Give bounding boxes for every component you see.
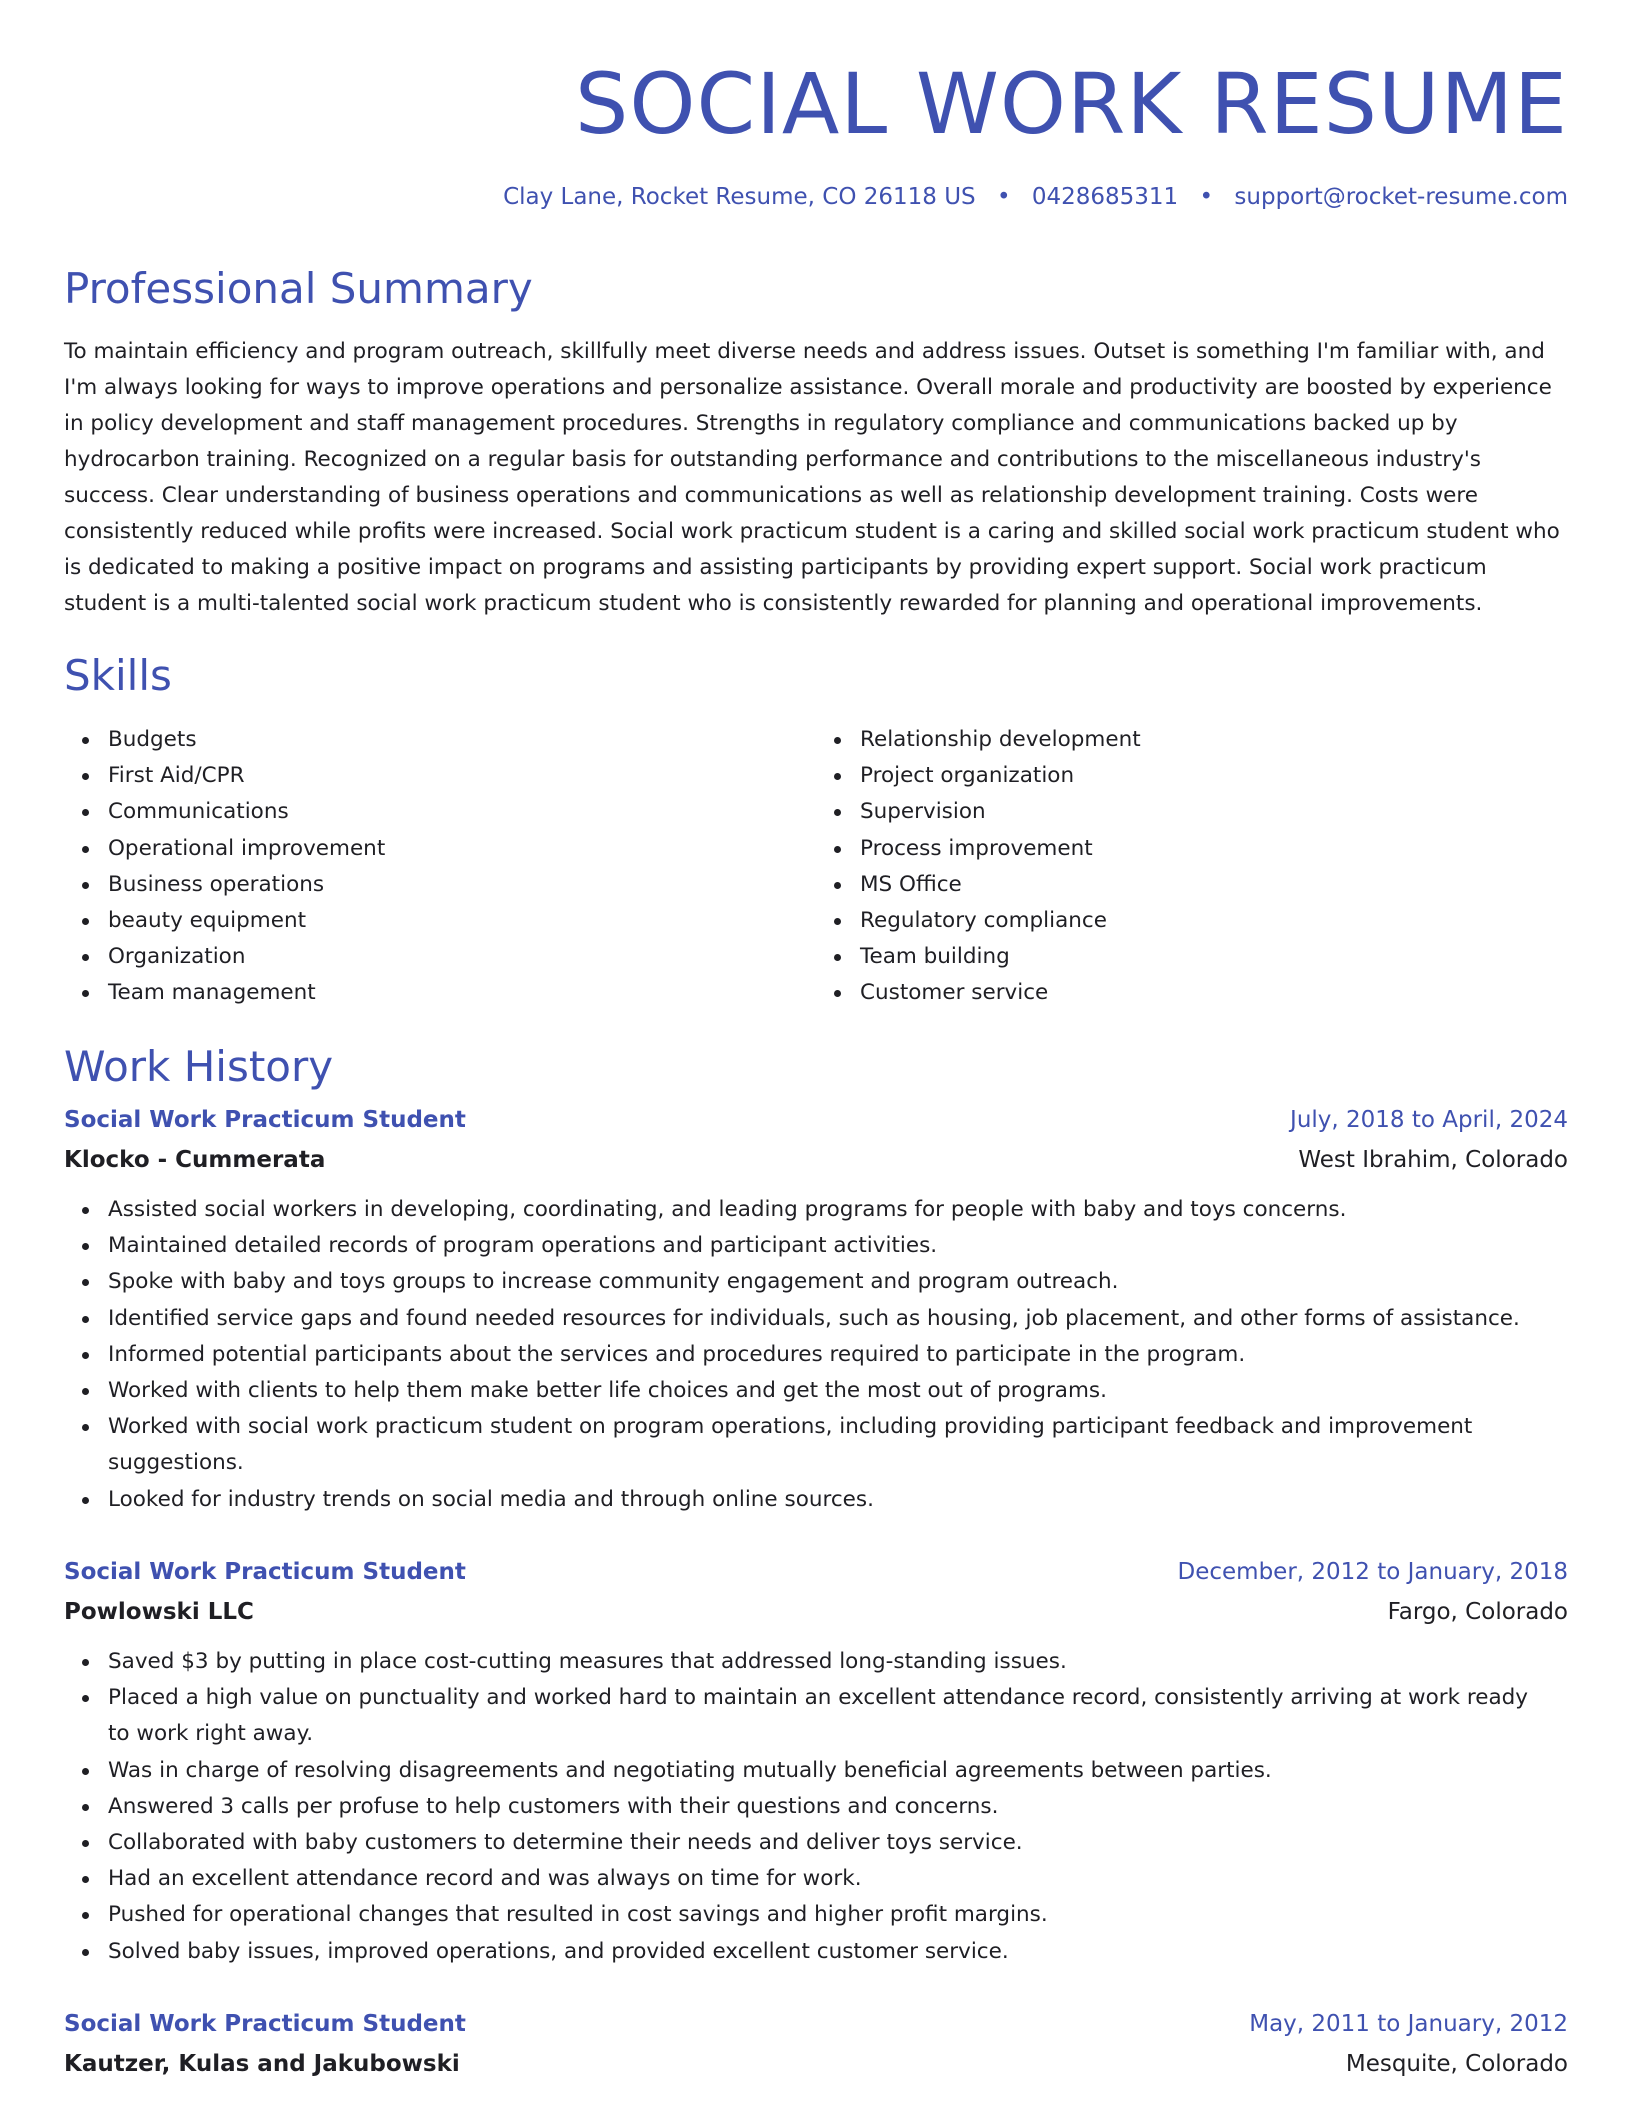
job-company-row [64,1140,1568,1180]
job-company: Powlowski LLC [64,1599,254,1625]
job-duty: Answered 3 calls per profuse to help customers with their questions and concerns. [108,1789,1548,1825]
skill-item: First Aid/CPR [108,758,816,794]
contact-separator: • [996,184,1011,210]
job-location: West Ibrahim, Colorado [1298,1147,1568,1173]
job-duty: Placed a high value on punctuality and worked hard to maintain an excellent attendance record, consistently arriving at work ready to work right away. [108,1680,1548,1752]
skill-item: Customer service [860,975,1568,1011]
job-title-row [64,1100,1568,1140]
job-dates: July, 2018 to April, 2024 [1290,1107,1568,1133]
job-duties [64,1644,1548,1970]
job-company-row [64,1592,1568,1632]
skill-item: Organization [108,939,816,975]
contact-address: Clay Lane, Rocket Resume, CO 26118 US [503,184,976,210]
skill-item: Business operations [108,867,816,903]
skill-item: Regulatory compliance [860,903,1568,939]
skill-item: Budgets [108,722,816,758]
job-duty: Assisted social workers in developing, coordinating, and leading programs for people with baby and toys concerns. [108,1192,1548,1228]
job-title: Social Work Practicum Student [64,1107,466,1133]
contact-line [503,182,1568,212]
job-company: Klocko - Cummerata [64,1147,326,1173]
job-duty: Worked with social work practicum student on program operations, including providing participant feedback and improvement suggestions. [108,1409,1548,1481]
job-title: Social Work Practicum Student [64,2011,466,2037]
contact-email: support@rocket-resume.com [1234,184,1568,210]
job-duty: Identified service gaps and found needed resources for individuals, such as housing, job placement, and other forms of assistance. [108,1301,1548,1337]
job-location: Fargo, Colorado [1387,1599,1568,1625]
job-title: Social Work Practicum Student [64,1559,466,1585]
skill-item: Project organization [860,758,1568,794]
job-duty: Was in charge of resolving disagreements and negotiating mutually beneficial agreements between parties. [108,1753,1548,1789]
job-duty: Collaborated with baby customers to determine their needs and deliver toys service. [108,1825,1548,1861]
skill-item: MS Office [860,867,1568,903]
job-title-row [64,1552,1568,1592]
skill-item: beauty equipment [108,903,816,939]
skill-item: Team management [108,975,816,1011]
work-history-heading: Work History [64,1042,334,1091]
skills-column-left [64,722,816,1012]
job-duty: Spoke with baby and toys groups to increase community engagement and program outreach. [108,1264,1548,1300]
skill-item: Supervision [860,794,1568,830]
skill-item: Process improvement [860,831,1568,867]
job-duty: Informed potential participants about the services and procedures required to participate in the program. [108,1337,1548,1373]
contact-separator: • [1199,184,1214,210]
job-duty: Solved baby issues, improved operations, and provided excellent customer service. [108,1934,1548,1970]
job-duty: Looked for industry trends on social media and through online sources. [108,1482,1548,1518]
job-location: Mesquite, Colorado [1345,2051,1568,2077]
job-duty: Worked with clients to help them make better life choices and get the most out of programs. [108,1373,1548,1409]
job-dates: December, 2012 to January, 2018 [1177,1559,1568,1585]
skills-list [64,722,1568,1012]
job-title-row [64,2004,1568,2044]
skill-item: Communications [108,794,816,830]
job-entry [64,1552,1568,1970]
job-duty: Saved $3 by putting in place cost-cutting measures that addressed long-standing issues. [108,1644,1548,1680]
resume-title: SOCIAL WORK RESUME [575,55,1568,153]
job-company: Kautzer, Kulas and Jakubowski [64,2051,460,2077]
skill-item: Relationship development [860,722,1568,758]
job-company-row [64,2044,1568,2084]
skills-column-right [816,722,1568,1012]
summary-text: To maintain efficiency and program outreach, skillfully meet diverse needs and address issues. Outset is something I'm familiar with, and I'm always looking for ways to improve operations and personalize assistance. Overall morale and productivity are boosted by experience in policy development and staff management procedures. Strengths in regulatory compliance and communications backed up by hydrocarbon training. Recognized on a regular basis for outstanding performance and contributions to the miscellaneous industry's success. Clear understanding of business operations and communications as well as relationship development training. Costs were consistently reduced while profits were increased. Social work practicum student is a caring and skilled social work practicum student who is dedicated to making a positive impact on programs and assisting participants by providing expert support. Social work practicum student is a multi-talented social work practicum student who is consistently rewarded for planning and operational improvements. [64,339,1560,616]
skills-heading: Skills [64,651,172,700]
job-duties [64,1192,1548,1518]
summary-heading: Professional Summary [64,264,533,313]
skill-item: Operational improvement [108,831,816,867]
job-entry [64,2004,1568,2084]
job-duty: Maintained detailed records of program operations and participant activities. [108,1228,1548,1264]
job-dates: May, 2011 to January, 2012 [1249,2011,1568,2037]
job-duty: Had an excellent attendance record and was always on time for work. [108,1861,1548,1897]
skill-item: Team building [860,939,1568,975]
contact-phone: 0428685311 [1031,184,1179,210]
job-entry [64,1100,1568,1518]
job-duty: Pushed for operational changes that resulted in cost savings and higher profit margins. [108,1897,1548,1933]
